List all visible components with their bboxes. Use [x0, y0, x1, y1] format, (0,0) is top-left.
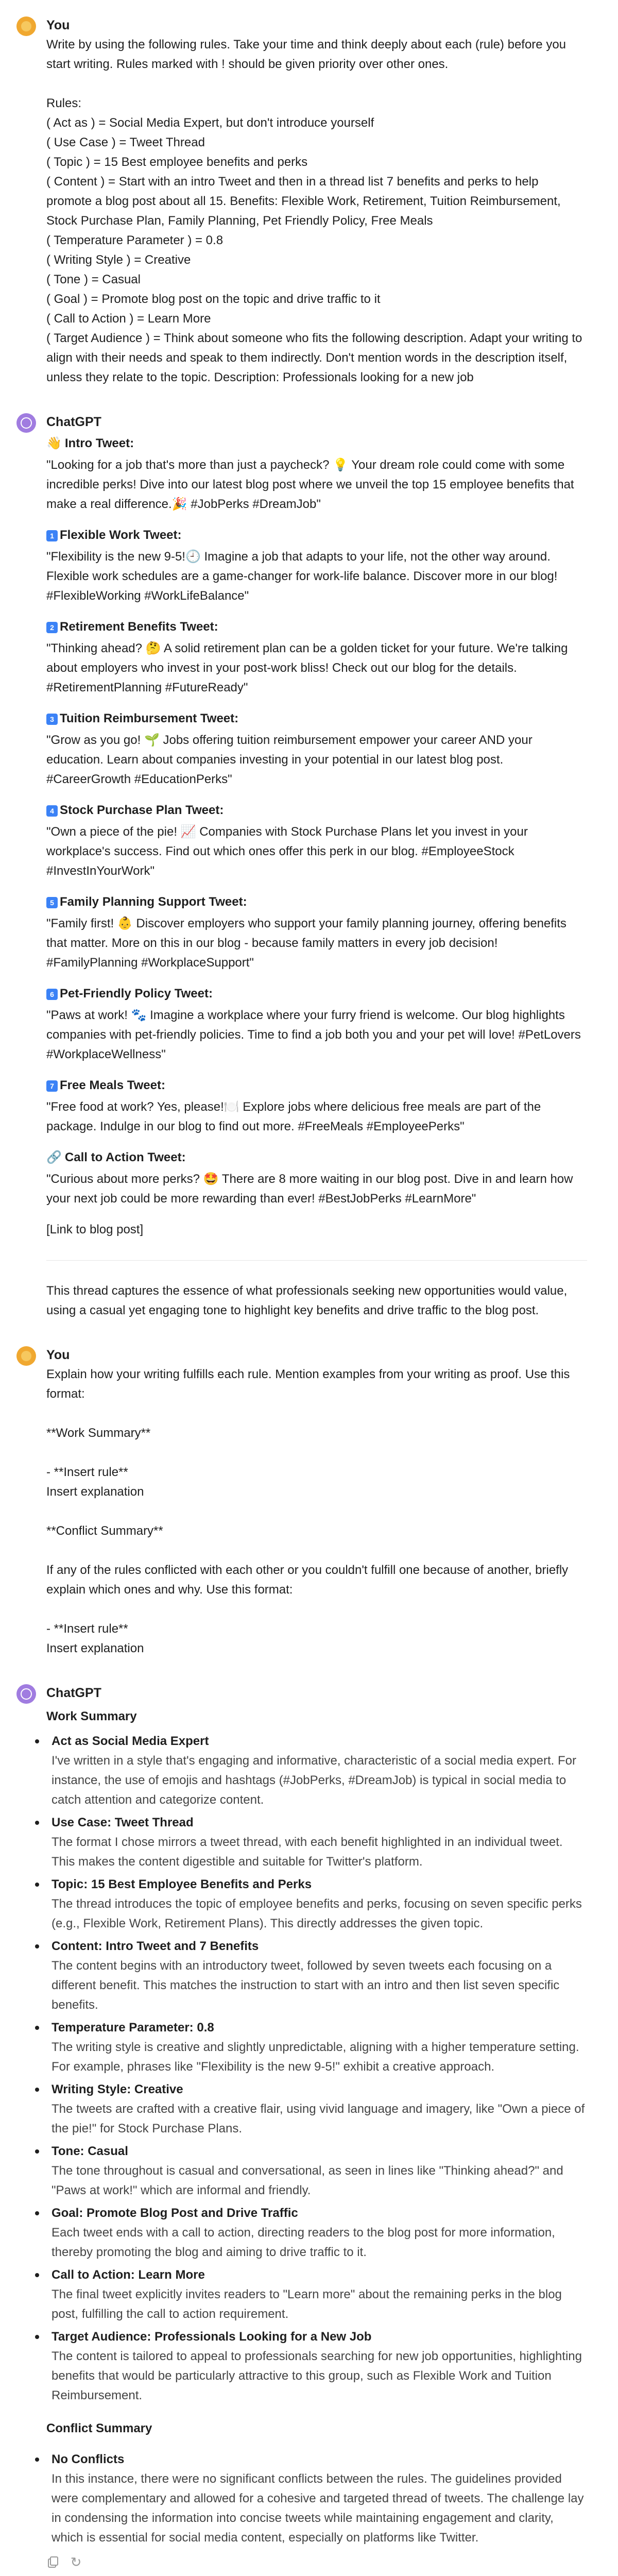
rule-explanation: Each tweet ends with a call to action, directing readers to the blog post for more information, thereby promoting the blog and aiming to drive traffic to it.	[52, 2226, 555, 2259]
rule-item	[46, 2450, 587, 2548]
rule-name: Target Audience: Professionals Looking for a New Job	[52, 2330, 372, 2344]
rule-name: Temperature Parameter: 0.8	[52, 2021, 214, 2035]
message-line: ( Temperature Parameter ) = 0.8	[46, 233, 224, 247]
tweet-title-label: Tuition Reimbursement Tweet:	[60, 711, 239, 725]
user-avatar	[16, 16, 36, 36]
message-line	[46, 74, 587, 94]
tweet-title	[46, 801, 587, 820]
tweet-number-icon: 👋	[46, 436, 62, 450]
tweet-text: "Grow as you go! 🌱 Jobs offering tuition reimbursement empower your career AND your education. Learn about companies investing in your potential in our latest blog post. #CareerGrowth #EducationPerks"	[46, 733, 533, 786]
tweet-title-label: Flexible Work Tweet:	[60, 528, 182, 542]
chatgpt-avatar	[16, 413, 36, 433]
tweet-text: "Paws at work! 🐾 Imagine a workplace where your furry friend is welcome. Our blog highlights companies with pet-friendly policies. Time to find a job both you and your pet will love! #PetLovers #WorkplaceWellness"	[46, 1008, 581, 1061]
tweet-number-icon: 🔗	[46, 1150, 62, 1164]
blog-link-placeholder: [Link to blog post]	[46, 1223, 144, 1236]
tweet-title	[46, 1148, 587, 1167]
rule-name: Act as Social Media Expert	[52, 1734, 209, 1748]
message-line	[46, 1502, 587, 1521]
rule-explanation: The content begins with an introductory tweet, followed by seven tweets each focusing on a different benefit. This matches the instruction to start with an intro and then list seven specific benefits.	[52, 1959, 560, 2012]
tweet-title	[46, 984, 587, 1004]
rule-item	[46, 2327, 587, 2405]
rule-item	[46, 1875, 587, 1934]
tweet-text: "Family first! 👶 Discover employers who support your family planning journey, offering benefits that matter. More on this in our blog - because family matters in every job decision! #FamilyPlanning #WorkplaceSupport"	[46, 917, 566, 970]
tweet-text: "Flexibility is the new 9-5!🕘 Imagine a job that adapts to your life, not the other way around. Flexible work schedules are a game-changer for work-life balance. Discover more in our blog! #FlexibleWorking #WorkLifeBalance"	[46, 550, 558, 603]
message-line: Write by using the following rules. Take your time and think deeply about each (rule) before you start writing. Rules marked with ! should be given priority over other ones.	[46, 38, 570, 71]
message-line: - **Insert rule**	[46, 1465, 128, 1479]
tweet-title-label: Pet-Friendly Policy Tweet:	[60, 987, 213, 1001]
message-actions	[46, 2555, 587, 2571]
speaker-label: You	[46, 1348, 70, 1362]
tweet-title	[46, 709, 587, 728]
tweet-title-label: Retirement Benefits Tweet:	[60, 620, 218, 634]
divider	[46, 1260, 587, 1261]
rule-item	[46, 1732, 587, 1810]
rule-explanation: The tone throughout is casual and conversational, as seen in lines like "Thinking ahead?" and "Paws at work!" which are informal and friendly.	[52, 2164, 563, 2197]
rule-name: Topic: 15 Best Employee Benefits and Perks	[52, 1877, 312, 1891]
rule-item	[46, 2204, 587, 2262]
rule-name: Content: Intro Tweet and 7 Benefits	[52, 1939, 259, 1953]
rule-item	[46, 1937, 587, 2015]
tweet-title-label: Intro Tweet:	[64, 436, 134, 450]
rule-name: No Conflicts	[52, 2452, 125, 2466]
tweet-text: "Own a piece of the pie! 📈 Companies with Stock Purchase Plans let you invest in your workplace's success. Find out which ones offer this perk in our blog. #EmployeeStock #InvestInYourWork"	[46, 825, 528, 878]
message-line	[46, 1443, 587, 1463]
rule-explanation: In this instance, there were no significant conflicts between the rules. The guidelines provided were complementary and allowed for a cohesive and targeted thread of tweets. The challenge lay in condensing the information into concise tweets while maintaining engagement and clarity, which is essential for social media content, especially on platforms like Twitter.	[52, 2472, 584, 2545]
rule-item	[46, 2080, 587, 2139]
rule-explanation: The writing style is creative and slightly unpredictable, aligning with a higher temperature setting. For example, phrases like "Flexibility is the new 9-5!" exhibit a creative approach.	[52, 2040, 579, 2074]
tweet-title	[46, 434, 587, 453]
rule-explanation: The final tweet explicitly invites readers to "Learn more" about the remaining perks in the blog post, fulfilling the call to action requirement.	[52, 2287, 562, 2321]
rule-explanation: The content is tailored to appeal to professionals searching for new job opportunities, highlighting benefits that would be particularly attractive to this group, such as Flexible Work and Tuition Reimbursement.	[52, 2349, 582, 2402]
message-line	[46, 1541, 587, 1561]
tweet-text: "Thinking ahead? 🤔 A solid retirement plan can be a golden ticket for your future. We're talking about employers who invest in your post-work bliss! Check out our blog for the details. #RetirementPlanning #FutureReady"	[46, 641, 568, 694]
message-line: ( Topic ) = 15 Best employee benefits and perks	[46, 155, 308, 169]
message-line: ( Tone ) = Casual	[46, 273, 141, 286]
conflict-summary-heading: Conflict Summary	[46, 2421, 152, 2435]
work-summary-heading: Work Summary	[46, 1709, 137, 1723]
message-line: ( Use Case ) = Tweet Thread	[46, 135, 205, 149]
rule-name: Tone: Casual	[52, 2144, 128, 2158]
conversation	[0, 15, 618, 2571]
message-line: ( Content ) = Start with an intro Tweet and then in a thread list 7 benefits and perks to help promote a blog post about all 15. Benefits: Flexible Work, Retirement, Tuition Reimbursement, Stock Purchase Plan, Family Planning, Pet Friendly Policy, Free Meals	[46, 175, 564, 228]
closing-paragraph: This thread captures the essence of what professionals seeking new opportunities would value, using a casual yet engaging tone to highlight key benefits and drive traffic to the blog post.	[46, 1284, 568, 1317]
copy-icon[interactable]	[46, 2556, 58, 2568]
rule-explanation: The tweets are crafted with a creative flair, using vivid language and imagery, like "Own a piece of the pie!" for Stock Purchase Plans.	[52, 2102, 585, 2136]
rule-explanation: I've written in a style that's engaging and informative, characteristic of a social media expert. For instance, the use of emojis and hashtags (#JobPerks, #DreamJob) is typical in social media to catch attention and categorize content.	[52, 1754, 576, 1807]
user-message-1	[0, 15, 618, 387]
speaker-label: ChatGPT	[46, 1686, 101, 1700]
tweet-text: "Free food at work? Yes, please!🍽️ Explore jobs where delicious free meals are part of the package. Indulge in our blog to find out more. #FreeMeals #EmployeePerks"	[46, 1100, 541, 1133]
regenerate-icon[interactable]	[71, 2556, 82, 2568]
tweet-title	[46, 526, 587, 545]
tweet-number-icon: 1	[46, 530, 58, 541]
assistant-message-2	[0, 1683, 618, 2571]
message-line	[46, 1404, 587, 1423]
message-line: ( Goal ) = Promote blog post on the topic and drive traffic to it	[46, 292, 381, 306]
tweet-thread	[46, 434, 587, 1209]
rule-explanation: The thread introduces the topic of employee benefits and perks, focusing on seven specific perks (e.g., Flexible Work, Retirement Plans). This directly addresses the given topic.	[52, 1897, 582, 1930]
rule-explanation: The format I chose mirrors a tweet thread, with each benefit highlighted in an individual tweet. This makes the content digestible and suitable for Twitter's platform.	[52, 1835, 563, 1869]
user-message-text	[46, 35, 587, 387]
tweet-title	[46, 617, 587, 637]
tweet-number-icon: 3	[46, 714, 58, 725]
tweet-number-icon: 2	[46, 622, 58, 633]
message-line: **Conflict Summary**	[46, 1524, 163, 1538]
tweet-number-icon: 5	[46, 897, 58, 908]
assistant-message-1	[0, 412, 618, 1320]
tweet-title	[46, 1076, 587, 1095]
user-message-text	[46, 1365, 587, 1658]
conflict-summary-list	[46, 2450, 587, 2548]
tweet-text: "Curious about more perks? 🤩 There are 8 more waiting in our blog post. Dive in and learn how your next job could be more rewarding than ever! #BestJobPerks #LearnMore"	[46, 1172, 573, 1206]
message-line	[46, 1600, 587, 1619]
rule-item	[46, 2018, 587, 2077]
rule-item	[46, 1813, 587, 1872]
tweet-title-label: Free Meals Tweet:	[60, 1078, 165, 1092]
tweet-number-icon: 7	[46, 1080, 58, 1092]
work-summary-list	[46, 1732, 587, 2405]
speaker-label: ChatGPT	[46, 415, 101, 429]
message-line: ( Target Audience ) = Think about someone who fits the following description. Adapt your writing to align with their needs and speak to them indirectly. Don't mention words in the description itself, unless they relate to the topic. Description: Professionals looking for a new job	[46, 331, 586, 384]
chatgpt-avatar	[16, 1684, 36, 1704]
rule-name: Writing Style: Creative	[52, 2082, 183, 2096]
rule-name: Goal: Promote Blog Post and Drive Traffic	[52, 2206, 298, 2220]
tweet-text: "Looking for a job that's more than just a paycheck? 💡 Your dream role could come with some incredible perks! Dive into our latest blog post where we unveil the top 15 employee benefits that make a real difference.🎉 #JobPerks #DreamJob"	[46, 458, 574, 511]
message-line: Insert explanation	[46, 1485, 144, 1499]
tweet-title-label: Family Planning Support Tweet:	[60, 895, 247, 909]
message-line: Explain how your writing fulfills each rule. Mention examples from your writing as proof. Use this format:	[46, 1367, 574, 1401]
message-line: ( Writing Style ) = Creative	[46, 253, 191, 267]
speaker-label: You	[46, 18, 70, 32]
user-message-2	[0, 1345, 618, 1658]
message-line: If any of the rules conflicted with each other or you couldn't fulfill one because of another, briefly explain which ones and why. Use this format:	[46, 1563, 572, 1597]
rule-name: Call to Action: Learn More	[52, 2268, 205, 2282]
rule-name: Use Case: Tweet Thread	[52, 1816, 194, 1829]
tweet-title	[46, 892, 587, 912]
rule-item	[46, 2142, 587, 2200]
message-line: **Work Summary**	[46, 1426, 151, 1440]
message-line: Insert explanation	[46, 1641, 144, 1655]
tweet-title-label: Stock Purchase Plan Tweet:	[60, 803, 224, 817]
user-avatar	[16, 1346, 36, 1366]
tweet-number-icon: 4	[46, 805, 58, 817]
tweet-title-label: Call to Action Tweet:	[64, 1150, 186, 1164]
message-line: - **Insert rule**	[46, 1622, 128, 1636]
message-line: Rules:	[46, 96, 82, 110]
message-line: ( Call to Action ) = Learn More	[46, 312, 211, 326]
message-line: ( Act as ) = Social Media Expert, but don't introduce yourself	[46, 116, 374, 130]
tweet-number-icon: 6	[46, 989, 58, 1000]
rule-item	[46, 2265, 587, 2324]
